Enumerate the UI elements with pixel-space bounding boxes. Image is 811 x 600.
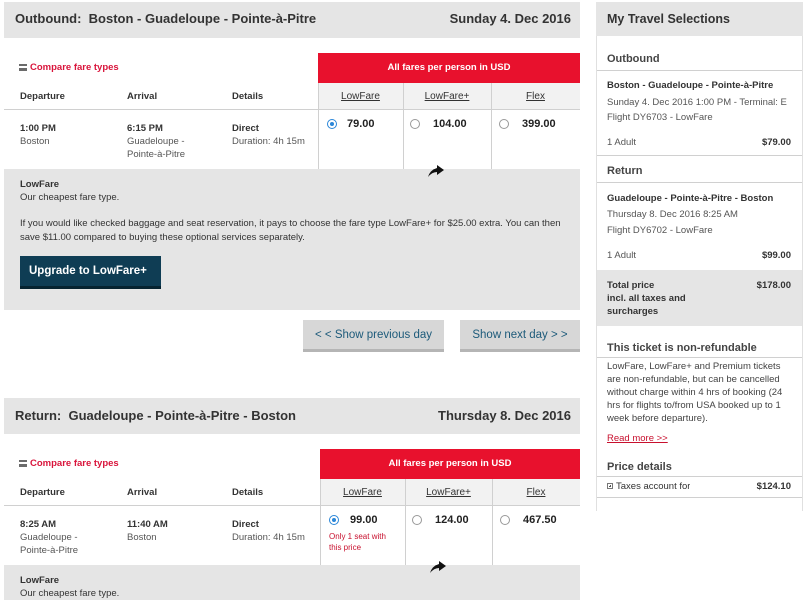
sidebar-outbound-price: $79.00 <box>761 137 791 148</box>
outbound-info-body: If you would like checked baggage and seat reservation, it pays to choose the fare type LowFare+ for $25.00 extra. You can then save $11.00 compared to buying these optional services separately. <box>20 218 561 243</box>
read-more-link[interactable]: Read more >> <box>607 433 668 444</box>
sidebar-return-label: Return <box>607 165 643 177</box>
sidebar-nonref-body: LowFare, LowFare+ and Premium tickets are non-refundable, but can be cancelled without charge within 4 hrs of booking (24 hrs for flights to/from USA booked up to 1 week before departure). <box>607 361 783 424</box>
radio-flex[interactable] <box>499 119 509 129</box>
sidebar-outbound-route: Boston - Guadeloupe - Pointe-à-Pitre <box>607 80 774 91</box>
upgrade-button[interactable]: Upgrade to LowFare+ <box>20 256 161 289</box>
tab-lowfare[interactable]: LowFare <box>343 487 382 498</box>
flight-duration: Duration: 4h 15m <box>232 532 305 543</box>
tab-flex[interactable]: Flex <box>526 487 546 498</box>
upgrade-arrow-icon <box>426 162 446 178</box>
taxes-toggle[interactable]: Taxes account for <box>607 481 690 492</box>
return-fares-banner: All fares per person in USD <box>320 449 580 479</box>
sidebar-total-label: Total price <box>607 280 655 291</box>
dep-time: 1:00 PM <box>20 123 56 134</box>
divider <box>405 479 406 565</box>
dep-place: Pointe-à-Pitre <box>20 545 79 556</box>
divider <box>4 109 580 110</box>
sidebar-return-flight: Flight DY6702 - LowFare <box>607 225 713 236</box>
divider <box>4 505 580 506</box>
return-date: Thursday 8. Dec 2016 <box>438 408 571 423</box>
expand-icon <box>607 483 613 489</box>
sidebar-outbound-flight: Flight DY6703 - LowFare <box>607 112 713 123</box>
sidebar-nonref-title: This ticket is non-refundable <box>607 342 757 354</box>
seat-note: this price <box>329 543 362 552</box>
dep-place: Boston <box>20 136 50 147</box>
outbound-route: Boston - Guadeloupe - Pointe-à-Pitre <box>88 11 317 26</box>
price-lowfare: 99.00 <box>350 514 378 526</box>
divider <box>597 476 802 477</box>
sidebar-total-price: $178.00 <box>756 280 791 291</box>
arr-place: Boston <box>127 532 157 543</box>
outbound-info-title: LowFare <box>20 179 60 190</box>
outbound-header: Outbound: Boston - Guadeloupe - Pointe-à-Pitre <box>15 11 317 26</box>
sidebar-return-route: Guadeloupe - Pointe-à-Pitre - Boston <box>607 193 774 204</box>
sidebar-return-time: Thursday 8. Dec 2016 8:25 AM <box>607 209 738 220</box>
sidebar-title: My Travel Selections <box>607 12 730 26</box>
sidebar-return-pax: 1 Adult <box>607 250 637 261</box>
outbound-info-sub: Our cheapest fare type. <box>20 192 120 203</box>
col-departure: Departure <box>20 91 65 102</box>
show-next-day-button[interactable]: Show next day > > <box>460 320 580 352</box>
divider <box>597 155 802 156</box>
price-lowfare: 79.00 <box>347 118 375 130</box>
col-details: Details <box>232 91 264 102</box>
divider <box>492 479 493 565</box>
show-previous-day-button[interactable]: < < Show previous day <box>303 320 444 352</box>
radio-lowfare-plus[interactable] <box>410 119 420 129</box>
flight-type: Direct <box>232 123 259 134</box>
return-compare-link[interactable]: Compare fare types <box>19 458 119 469</box>
sidebar-outbound-time: Sunday 4. Dec 2016 1:00 PM - Terminal: E <box>607 97 787 108</box>
return-header: Return: Guadeloupe - Pointe-à-Pitre - Boston <box>15 408 296 423</box>
arr-place: Pointe-à-Pitre <box>127 149 186 160</box>
sidebar-return-price: $99.00 <box>761 250 791 261</box>
sidebar-total-label: surcharges <box>607 306 659 317</box>
tab-flex[interactable]: Flex <box>526 91 545 102</box>
arr-time: 6:15 PM <box>127 123 163 134</box>
sidebar-price-details: Price details <box>607 461 672 473</box>
divider <box>597 357 802 358</box>
sidebar-total-label: incl. all taxes and <box>607 293 686 304</box>
divider <box>403 83 404 169</box>
divider <box>320 479 321 565</box>
taxes-value: $124.10 <box>756 481 791 492</box>
col-details: Details <box>232 487 264 498</box>
list-icon <box>19 460 27 467</box>
flight-duration: Duration: 4h 15m <box>232 136 305 147</box>
outbound-compare-link[interactable]: Compare fare types <box>19 62 119 73</box>
col-departure: Departure <box>20 487 65 498</box>
return-info-sub: Our cheapest fare type. <box>20 588 120 599</box>
outbound-fares-banner: All fares per person in USD <box>318 53 580 83</box>
dep-place: Guadeloupe - <box>20 532 78 543</box>
tab-lowfare-plus[interactable]: LowFare+ <box>424 91 470 102</box>
col-arrival: Arrival <box>127 487 158 498</box>
seat-note: Only 1 seat with <box>329 532 386 541</box>
upgrade-arrow-icon <box>428 558 448 574</box>
dep-time: 8:25 AM <box>20 519 57 530</box>
price-flex: 467.50 <box>523 514 557 526</box>
price-flex: 399.00 <box>522 118 556 130</box>
outbound-date: Sunday 4. Dec 2016 <box>449 11 571 26</box>
radio-lowfare[interactable] <box>329 515 339 525</box>
arr-time: 11:40 AM <box>127 519 168 530</box>
arr-place: Guadeloupe - <box>127 136 185 147</box>
divider <box>491 83 492 169</box>
return-route: Guadeloupe - Pointe-à-Pitre - Boston <box>68 408 296 423</box>
price-lowfare-plus: 124.00 <box>435 514 469 526</box>
radio-lowfare-plus[interactable] <box>412 515 422 525</box>
col-arrival: Arrival <box>127 91 158 102</box>
sidebar-outbound-pax: 1 Adult <box>607 137 637 148</box>
divider <box>597 182 802 183</box>
tab-lowfare-plus[interactable]: LowFare+ <box>426 487 471 498</box>
flight-type: Direct <box>232 519 259 530</box>
price-lowfare-plus: 104.00 <box>433 118 467 130</box>
divider <box>597 497 802 498</box>
radio-lowfare[interactable] <box>327 119 337 129</box>
radio-flex[interactable] <box>500 515 510 525</box>
sidebar-outbound-label: Outbound <box>607 53 660 65</box>
tab-lowfare[interactable]: LowFare <box>341 91 380 102</box>
divider <box>597 70 802 71</box>
return-info-title: LowFare <box>20 575 60 586</box>
divider <box>318 83 319 169</box>
list-icon <box>19 64 27 71</box>
